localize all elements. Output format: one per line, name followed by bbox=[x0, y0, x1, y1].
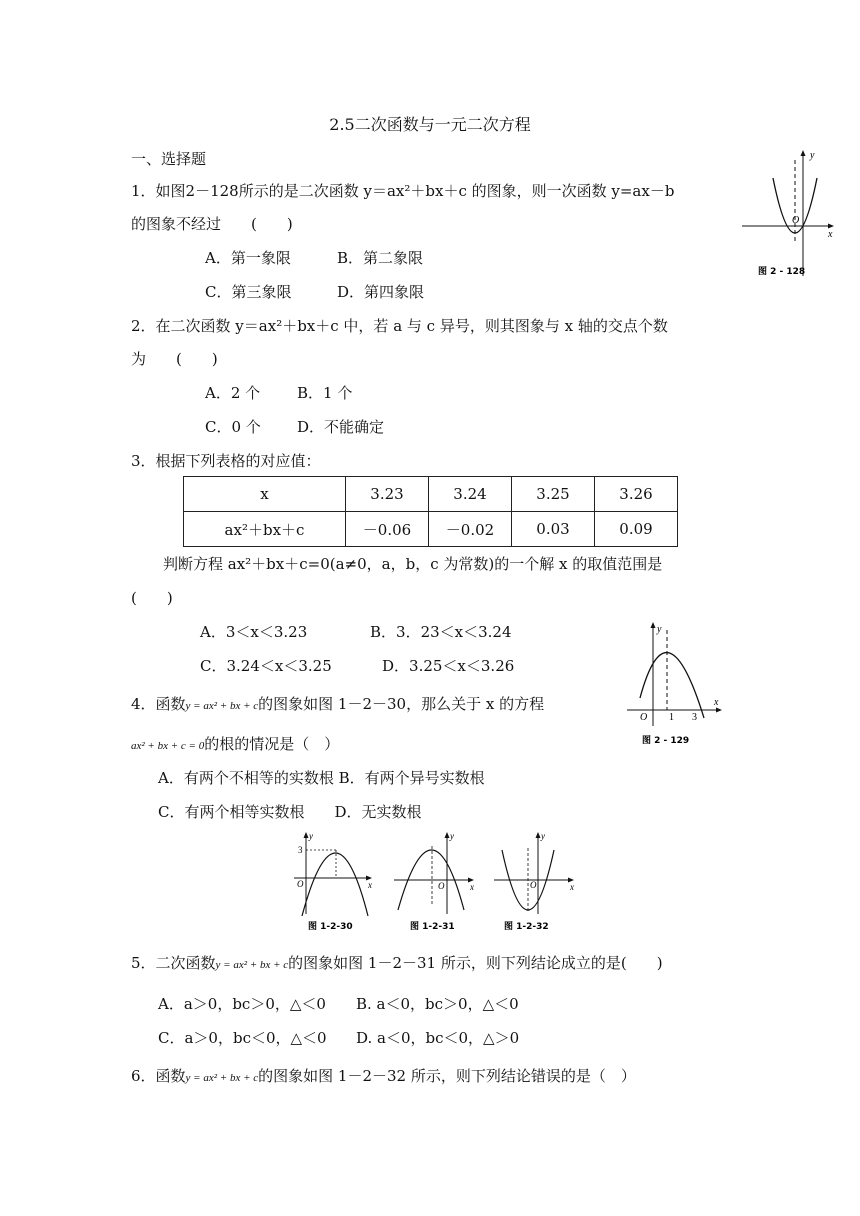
figure-2-129 bbox=[622, 618, 727, 748]
fig129-tick-3: 3 bbox=[692, 712, 697, 723]
figure-1-2-32 bbox=[492, 830, 582, 932]
fig129-x-label: x bbox=[714, 697, 719, 708]
table-row bbox=[184, 477, 678, 512]
q4-option-cd: C．有两个相等实数根 D．无实数根 bbox=[158, 803, 422, 821]
fig31-y-label: y bbox=[450, 831, 454, 841]
fig129-y-label: y bbox=[657, 624, 662, 635]
q2-option-b: B．1 个 bbox=[297, 384, 353, 402]
q3-option-a: A．3＜x＜3.23 bbox=[200, 623, 308, 641]
q6-formula: y = ax² + bx + c bbox=[185, 1072, 259, 1084]
q4-formula-2: ax² + bx + c = 0 bbox=[131, 740, 205, 752]
table-cell: －0.06 bbox=[346, 512, 429, 547]
q4-prefix: 4．函数 bbox=[131, 695, 186, 713]
q6-suffix: 的图象如图 1－2－32 所示，则下列结论错误的是（ ） bbox=[258, 1067, 636, 1085]
q6-line1 bbox=[131, 1065, 636, 1086]
table-cell: 3.24 bbox=[429, 477, 512, 512]
fig30-caption: 图 1-2-30 bbox=[308, 922, 353, 932]
q3-option-b: B．3．23＜x＜3.24 bbox=[370, 623, 512, 641]
fig31-x-label: x bbox=[470, 882, 474, 892]
fig128-y-label: y bbox=[810, 150, 815, 161]
q4-option-ab: A．有两个不相等的实数根 B．有两个异号实数根 bbox=[158, 769, 485, 787]
q5-line1 bbox=[131, 952, 663, 973]
q1-option-d: D．第四象限 bbox=[337, 283, 425, 301]
q3-option-d: D．3.25＜x＜3.26 bbox=[382, 657, 515, 675]
q2-line2: 为 ( ) bbox=[131, 350, 218, 368]
fig129-tick-1: 1 bbox=[669, 712, 674, 723]
q4-formula: y = ax² + bx + c bbox=[185, 700, 259, 712]
q1-line1: 1．如图2－128所示的是二次函数 y＝ax²＋bx＋c 的图象，则一次函数 y=ax－b bbox=[131, 182, 675, 200]
section-heading: 一、选择题 bbox=[131, 150, 207, 168]
table-cell: 3.23 bbox=[346, 477, 429, 512]
table-cell: ax²＋bx＋c bbox=[184, 512, 346, 547]
q5-option-b: B. a＜0，bc＞0，△＜0 bbox=[356, 995, 519, 1013]
fig30-origin-label: O bbox=[297, 879, 304, 889]
q6-prefix: 6．函数 bbox=[131, 1067, 186, 1085]
fig129-origin-label: O bbox=[640, 712, 648, 723]
q1-line2: 的图象不经过 ( ) bbox=[131, 215, 293, 233]
value-table bbox=[183, 476, 678, 547]
q5-suffix: 的图象如图 1－2－31 所示，则下列结论成立的是( ) bbox=[288, 954, 663, 972]
table-cell: x bbox=[184, 477, 346, 512]
fig30-y-label: y bbox=[309, 831, 313, 841]
fig128-origin-label: O bbox=[792, 215, 800, 226]
q1-option-b: B．第二象限 bbox=[337, 249, 424, 267]
page-title: 2.5二次函数与一元二次方程 bbox=[329, 115, 531, 134]
q2-option-d: D．不能确定 bbox=[297, 418, 385, 436]
q5-option-c: C．a＞0，bc＜0，△＜0 bbox=[158, 1029, 327, 1047]
table-cell: 3.25 bbox=[512, 477, 595, 512]
table-cell: －0.02 bbox=[429, 512, 512, 547]
table-cell: 0.09 bbox=[595, 512, 678, 547]
fig30-x-label: x bbox=[368, 880, 372, 890]
fig128-caption: 图 2 - 128 bbox=[758, 267, 806, 277]
fig31-caption: 图 1-2-31 bbox=[410, 922, 455, 932]
q2-option-c: C．0 个 bbox=[205, 418, 261, 436]
q3-line2: 判断方程 ax²＋bx＋c=0(a≠0，a，b，c 为常数)的一个解 x 的取值范围是 bbox=[163, 555, 663, 573]
fig128-x-label: x bbox=[828, 229, 833, 240]
q3-line1: 3．根据下列表格的对应值： bbox=[131, 452, 321, 470]
fig32-x-label: x bbox=[570, 882, 574, 892]
q5-prefix: 5．二次函数 bbox=[131, 954, 216, 972]
q2-line1: 2．在二次函数 y＝ax²＋bx＋c 中，若 a 与 c 异号，则其图象与 x 轴的交点个数 bbox=[131, 317, 668, 335]
table-cell: 0.03 bbox=[512, 512, 595, 547]
q5-formula: y = ax² + bx + c bbox=[215, 959, 289, 971]
fig32-origin-label: O bbox=[530, 880, 537, 890]
fig31-origin-label: O bbox=[438, 881, 445, 891]
q5-option-d: D. a＜0，bc＜0，△＞0 bbox=[356, 1029, 520, 1047]
figure-1-2-31 bbox=[392, 830, 482, 932]
figure-1-2-30 bbox=[290, 830, 380, 932]
q4-line2-suffix: 的根的情况是（ ） bbox=[204, 735, 340, 753]
q2-option-a: A．2 个 bbox=[205, 384, 261, 402]
fig32-caption: 图 1-2-32 bbox=[504, 922, 549, 932]
q4-line1 bbox=[131, 693, 544, 714]
q3-option-c: C．3.24＜x＜3.25 bbox=[200, 657, 332, 675]
q1-option-a: A．第一象限 bbox=[205, 249, 291, 267]
table-row bbox=[184, 512, 678, 547]
q1-option-c: C．第三象限 bbox=[205, 283, 292, 301]
fig129-caption: 图 2 - 129 bbox=[642, 736, 690, 746]
q4-suffix: 的图象如图 1－2－30，那么关于 x 的方程 bbox=[258, 695, 545, 713]
q5-option-a: A．a＞0，bc＞0，△＜0 bbox=[158, 995, 326, 1013]
fig32-y-label: y bbox=[541, 831, 545, 841]
fig30-y-tick: 3 bbox=[298, 845, 303, 855]
q3-line3: ( ) bbox=[131, 589, 173, 607]
figure-2-128 bbox=[740, 148, 840, 278]
q4-line2 bbox=[131, 733, 339, 754]
table-cell: 3.26 bbox=[595, 477, 678, 512]
